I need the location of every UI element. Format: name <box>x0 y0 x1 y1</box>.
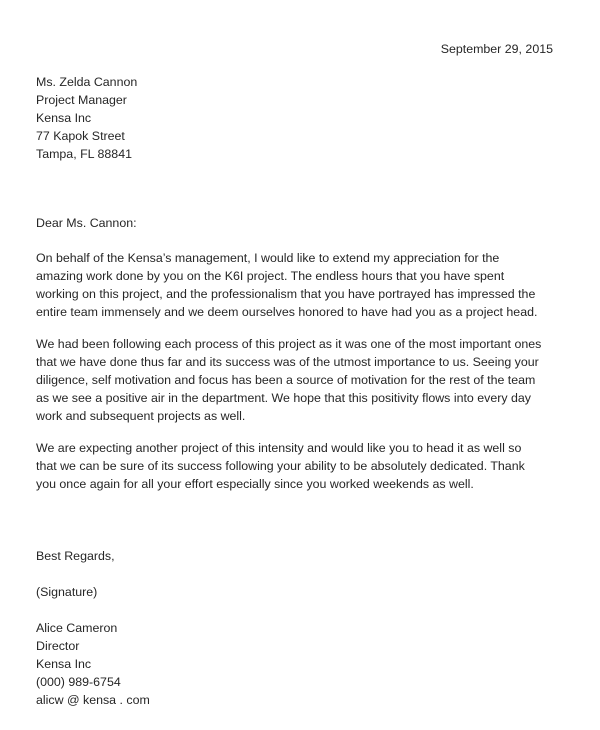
letter-date: September 29, 2015 <box>440 42 553 56</box>
sender-name: Alice Cameron <box>36 621 118 635</box>
sender-title: Director <box>36 638 80 653</box>
paragraph-line: as we see a positive air in the department. We hope that this positivity flows into every day <box>36 390 531 405</box>
paragraph-line: working on this project, and the professionalism that you have portrayed has impressed the <box>36 286 536 301</box>
salutation-text: Dear Ms. Cannon: <box>36 216 137 230</box>
body-paragraph-3 <box>36 440 525 494</box>
recipient-street: 77 Kapok Street <box>36 128 125 143</box>
signature-text: (Signature) <box>36 585 98 599</box>
recipient-name: Ms. Zelda Cannon <box>36 75 138 89</box>
sender-phone: (000) 989-6754 <box>36 674 121 689</box>
recipient-company: Kensa Inc <box>36 110 92 125</box>
closing-text: Best Regards, <box>36 549 115 563</box>
paragraph-line: work and subsequent projects as well. <box>36 408 246 423</box>
sender-block <box>36 620 150 710</box>
recipient-title: Project Manager <box>36 92 127 107</box>
paragraph-line: We are expecting another project of this intensity and would like you to head it as well so <box>36 441 522 455</box>
paragraph-line: that we can be sure of its success following your ability to be absolutely dedicated. Thank <box>36 458 525 473</box>
signature-placeholder <box>36 584 97 602</box>
recipient-city: Tampa, FL 88841 <box>36 146 132 161</box>
paragraph-line: entire team immensely and we deem ourselves honored to have had you as a project head. <box>36 304 538 319</box>
sender-email: alicw @ kensa . com <box>36 692 150 707</box>
paragraph-line: you once again for all your effort especially since you worked weekends as well. <box>36 476 474 491</box>
paragraph-line: that we have done thus far and its success was of the utmost importance to us. Seeing your <box>36 354 539 369</box>
body-paragraph-1 <box>36 250 537 322</box>
paragraph-line: On behalf of the Kensa’s management, I would like to extend my appreciation for the <box>36 251 500 265</box>
salutation <box>36 215 137 233</box>
paragraph-line: diligence, self motivation and focus has been a source of motivation for the rest of the team <box>36 372 536 387</box>
paragraph-line: We had been following each process of this project as it was one of the most important ones <box>36 337 542 351</box>
paragraph-line: amazing work done by you on the K6I project. The endless hours that you have spent <box>36 268 505 283</box>
sender-company: Kensa Inc <box>36 656 92 671</box>
body-paragraph-2 <box>36 336 541 426</box>
recipient-address <box>36 74 137 164</box>
closing <box>36 548 115 566</box>
